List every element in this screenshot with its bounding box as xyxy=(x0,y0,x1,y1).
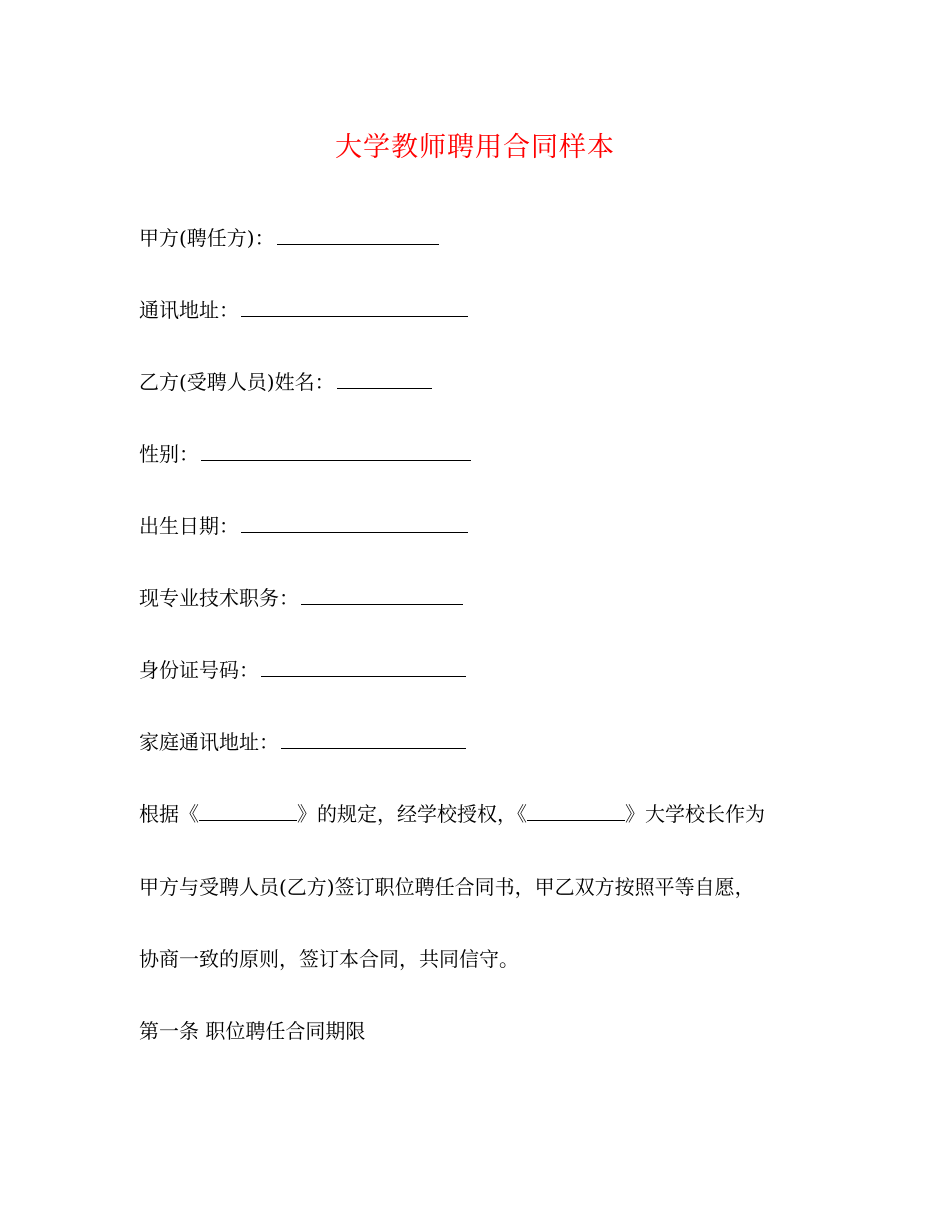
field-label: 通讯地址： xyxy=(139,298,239,322)
field-label: 出生日期： xyxy=(139,514,239,538)
blank-line xyxy=(527,798,625,821)
field-home-address xyxy=(139,726,466,757)
blank-line xyxy=(277,222,439,245)
paragraph-line-3: 协商一致的原则，签订本合同，共同信守。 xyxy=(139,947,519,971)
paragraph-text: 》的规定，经学校授权，《 xyxy=(297,802,527,826)
paragraph-line-1 xyxy=(139,798,765,829)
paragraph-text: 》大学校长作为 xyxy=(625,802,765,826)
blank-line xyxy=(241,510,468,533)
field-label: 甲方(聘任方)： xyxy=(139,226,275,250)
field-label: 家庭通讯地址： xyxy=(139,730,279,754)
field-professional-title xyxy=(139,582,463,613)
blank-line xyxy=(281,726,466,749)
blank-line xyxy=(241,294,468,317)
field-label: 身份证号码： xyxy=(139,658,259,682)
field-id-number xyxy=(139,654,466,685)
blank-line xyxy=(337,366,432,389)
field-employer xyxy=(139,222,439,253)
blank-line xyxy=(199,798,297,821)
paragraph-line-2: 甲方与受聘人员(乙方)签订职位聘任合同书，甲乙双方按照平等自愿， xyxy=(139,875,755,899)
field-label: 乙方(受聘人员)姓名： xyxy=(139,370,335,394)
document-title: 大学教师聘用合同样本 xyxy=(335,132,615,163)
field-gender xyxy=(139,438,471,469)
field-label: 现专业技术职务： xyxy=(139,586,299,610)
field-label: 性别： xyxy=(139,442,199,466)
paragraph-text: 根据《 xyxy=(139,802,199,826)
field-employee-name xyxy=(139,366,432,397)
blank-line xyxy=(301,582,463,605)
article-heading: 第一条 职位聘任合同期限 xyxy=(139,1019,366,1043)
blank-line xyxy=(201,438,471,461)
field-address xyxy=(139,294,468,325)
field-birth-date xyxy=(139,510,468,541)
blank-line xyxy=(261,654,466,677)
